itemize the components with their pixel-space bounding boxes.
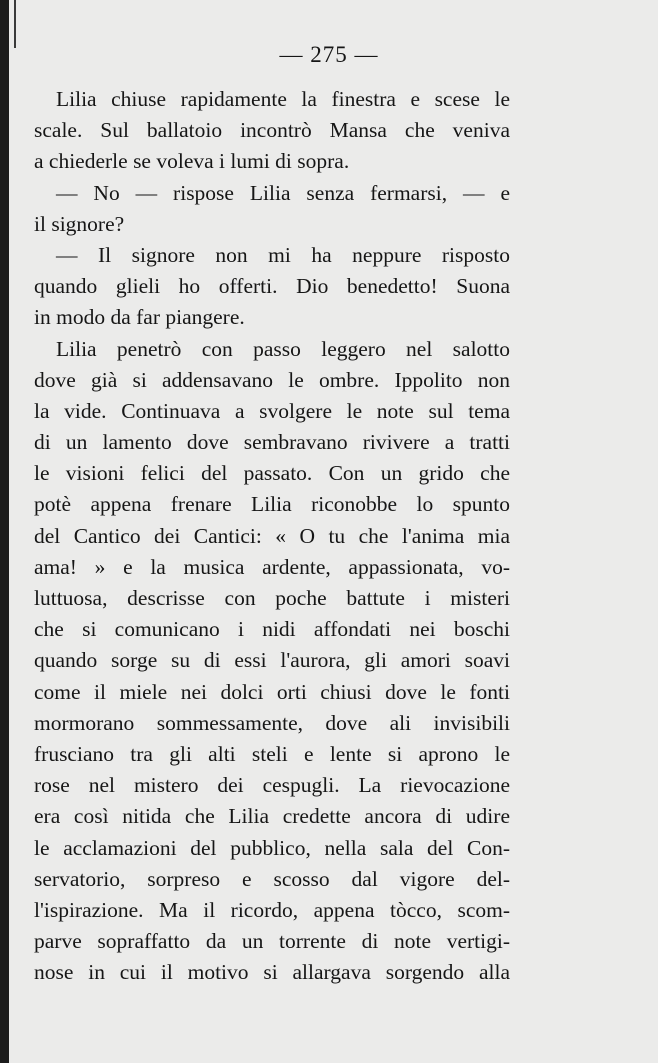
text-line: servatorio, sorpreso e scosso dal vigore del- bbox=[34, 866, 510, 891]
text-line: quando sorge su di essi l'aurora, gli amori soavi bbox=[34, 648, 510, 673]
text-line: a chiederle se voleva i lumi di sopra. bbox=[34, 149, 350, 174]
text-line: rose nel mistero dei cespugli. La rievocazione bbox=[34, 773, 510, 798]
text-line: Lilia penetrò con passo leggero nel salotto bbox=[56, 336, 510, 361]
text-line: luttuosa, descrisse con poche battute i misteri bbox=[34, 586, 510, 610]
text-line: potè appena frenare Lilia riconobbe lo spunto bbox=[34, 492, 510, 517]
text-line: dove già si addensavano le ombre. Ippolito non bbox=[34, 367, 510, 392]
text-line: scale. Sul ballatoio incontrò Mansa che veniva bbox=[34, 118, 510, 143]
text-line: nose in cui il motivo si allargava sorgendo alla bbox=[34, 960, 510, 985]
text-line: il signore? bbox=[34, 211, 125, 236]
text-line: le acclamazioni del pubblico, nella sala del Con- bbox=[34, 835, 510, 860]
binding-shadow-line bbox=[14, 0, 16, 48]
text-line: in modo da far piangere. bbox=[34, 305, 245, 330]
text-line: Lilia chiuse rapidamente la finestra e scese le bbox=[56, 87, 510, 111]
text-line: quando glieli ho offerti. Dio benedetto! Suona bbox=[34, 274, 510, 299]
text-line: — No — rispose Lilia senza fermarsi, — e bbox=[56, 180, 510, 205]
book-binding-edge bbox=[0, 0, 9, 1063]
text-line: mormorano sommessamente, dove ali invisibili bbox=[34, 710, 510, 735]
text-line: ama! » e la musica ardente, appassionata, vo- bbox=[34, 554, 510, 579]
text-line: che si comunicano i nidi affondati nei boschi bbox=[34, 617, 510, 642]
text-line: la vide. Continuava a svolgere le note sul tema bbox=[34, 398, 510, 423]
body-text bbox=[34, 84, 510, 988]
page-number: — 275 — bbox=[279, 42, 379, 67]
text-line: di un lamento dove sembravano rivivere a tratti bbox=[34, 430, 510, 455]
text-line: del Cantico dei Cantici: « O tu che l'anima mia bbox=[34, 523, 510, 548]
text-line: le visioni felici del passato. Con un grido che bbox=[34, 461, 510, 486]
text-line: era così nitida che Lilia credette ancora di udire bbox=[34, 804, 510, 829]
text-line: — Il signore non mi ha neppure risposto bbox=[56, 242, 510, 267]
text-line: come il miele nei dolci orti chiusi dove le fonti bbox=[34, 679, 510, 704]
text-line: frusciano tra gli alti steli e lente si aprono le bbox=[34, 741, 510, 766]
text-line: l'ispirazione. Ma il ricordo, appena tòcco, scom- bbox=[34, 897, 510, 922]
text-line: parve sopraffatto da un torrente di note vertigi- bbox=[34, 929, 510, 954]
